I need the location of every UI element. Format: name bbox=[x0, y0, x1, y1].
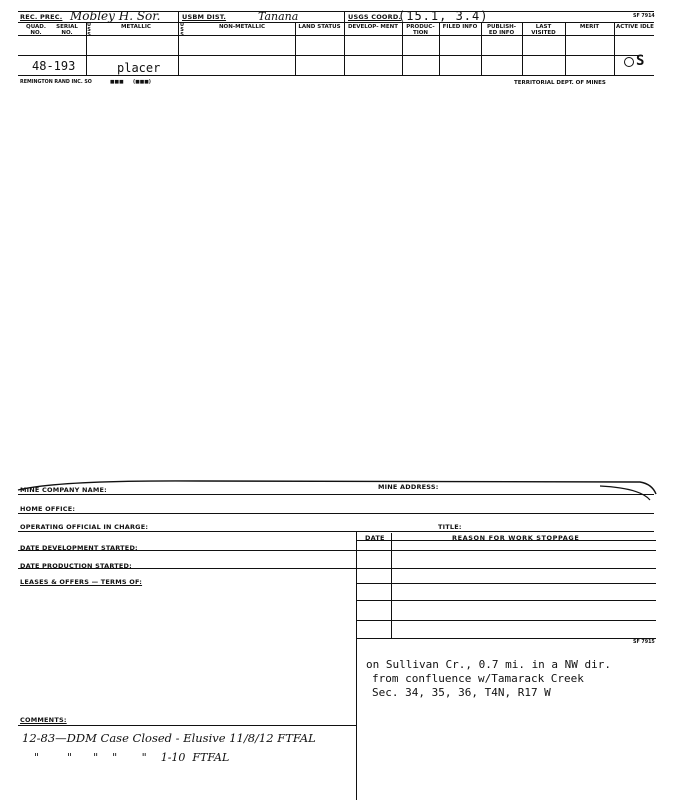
comments-label: COMMENTS: bbox=[20, 716, 67, 724]
stoppage-row-6 bbox=[356, 638, 656, 639]
location-line-1: on Sullivan Cr., 0.7 mi. in a NW dir. bbox=[366, 658, 612, 671]
non-metallic-header: NON-METALLIC bbox=[218, 24, 266, 30]
prod-started-label: DATE PRODUCTION STARTED: bbox=[20, 562, 132, 570]
form-number-top: SF 7914 bbox=[633, 14, 655, 19]
leases-label: LEASES & OFFERS — TERMS OF: bbox=[20, 578, 143, 586]
divider-usgs bbox=[344, 11, 345, 76]
quad-serial-value: 48-193 bbox=[32, 59, 76, 73]
divider-filed bbox=[439, 23, 440, 76]
last-visited-header: LAST VISITED bbox=[531, 24, 556, 36]
uss-nonmetallic-marker: U S S bbox=[180, 22, 185, 38]
operating-official-label: OPERATING OFFICIAL IN CHARGE: bbox=[20, 523, 149, 531]
divider-active bbox=[614, 23, 615, 76]
company-row-line bbox=[18, 494, 654, 495]
merit-header: MERIT bbox=[579, 24, 600, 30]
date-column-label: DATE bbox=[365, 534, 385, 542]
form-number-bottom: SF 7915 bbox=[633, 640, 655, 645]
printer-mark-1: ■■■ bbox=[110, 80, 124, 85]
home-office-line bbox=[18, 513, 654, 514]
official-line bbox=[18, 531, 654, 532]
handwritten-name: Mobley H. Sor. bbox=[70, 9, 161, 23]
comment-line-1: 12-83—DDM Case Closed - Elusive 11/8/12 FTFAL bbox=[22, 731, 316, 745]
divider-land bbox=[295, 23, 296, 76]
location-line-2: from confluence w/Tamarack Creek bbox=[372, 672, 584, 685]
divider-usbm bbox=[178, 11, 179, 76]
comments-line bbox=[18, 725, 356, 726]
printer-mark-2: (■■■) bbox=[133, 80, 151, 85]
value-row-line bbox=[18, 55, 638, 56]
coordinates-value: (15.1, 3.4) bbox=[398, 9, 489, 23]
status-circle-icon bbox=[624, 57, 634, 67]
metallic-header: METALLIC bbox=[121, 24, 151, 30]
center-divider bbox=[356, 532, 357, 800]
land-status-header: LAND STATUS bbox=[298, 24, 341, 30]
rec-prec-label: REC. PREC. bbox=[20, 13, 63, 21]
uss-metallic-marker: U S S bbox=[87, 22, 92, 38]
bottom-row-line bbox=[18, 75, 654, 76]
location-line-3: Sec. 34, 35, 36, T4N, R17 W bbox=[372, 686, 551, 699]
production-header: PRODUC- TION bbox=[406, 24, 435, 36]
dev-started-label: DATE DEVELOPMENT STARTED: bbox=[20, 544, 138, 552]
mine-address-label: MINE ADDRESS: bbox=[378, 483, 439, 491]
status-mark: S bbox=[636, 53, 645, 69]
stoppage-row-3 bbox=[356, 583, 656, 584]
comment-line-2: " " " " " 1-10 FTFAL bbox=[34, 751, 230, 764]
home-office-label: HOME OFFICE: bbox=[20, 505, 76, 513]
handwritten-district: Tanana bbox=[258, 10, 299, 23]
divider-merit bbox=[565, 23, 566, 76]
development-header: DEVELOP- MENT bbox=[347, 24, 399, 30]
metallic-value: placer bbox=[117, 61, 161, 75]
quad-no-header: QUAD. NO. bbox=[26, 24, 46, 36]
published-info-header: PUBLISH- ED INFO bbox=[486, 24, 517, 36]
usbm-dist-label: USBM DIST. bbox=[182, 13, 227, 21]
title-label: TITLE: bbox=[438, 523, 462, 531]
filed-info-header: FILED INFO bbox=[442, 24, 478, 30]
reason-column-label: REASON FOR WORK STOPPAGE bbox=[452, 534, 580, 542]
stoppage-row-4 bbox=[356, 600, 656, 601]
date-col-divider bbox=[391, 533, 392, 639]
stoppage-row-5 bbox=[356, 620, 656, 621]
territorial-line: TERRITORIAL DEPT. OF MINES bbox=[514, 80, 606, 86]
usgs-coord-label: USGS COORD. bbox=[348, 13, 402, 21]
printer-line: REMINGTON RAND INC. SO bbox=[20, 80, 92, 85]
active-idle-header: ACTIVE IDLE bbox=[616, 24, 654, 30]
mine-company-label: MINE COMPANY NAME: bbox=[20, 486, 107, 494]
serial-no-header: SERIAL NO. bbox=[56, 24, 78, 36]
